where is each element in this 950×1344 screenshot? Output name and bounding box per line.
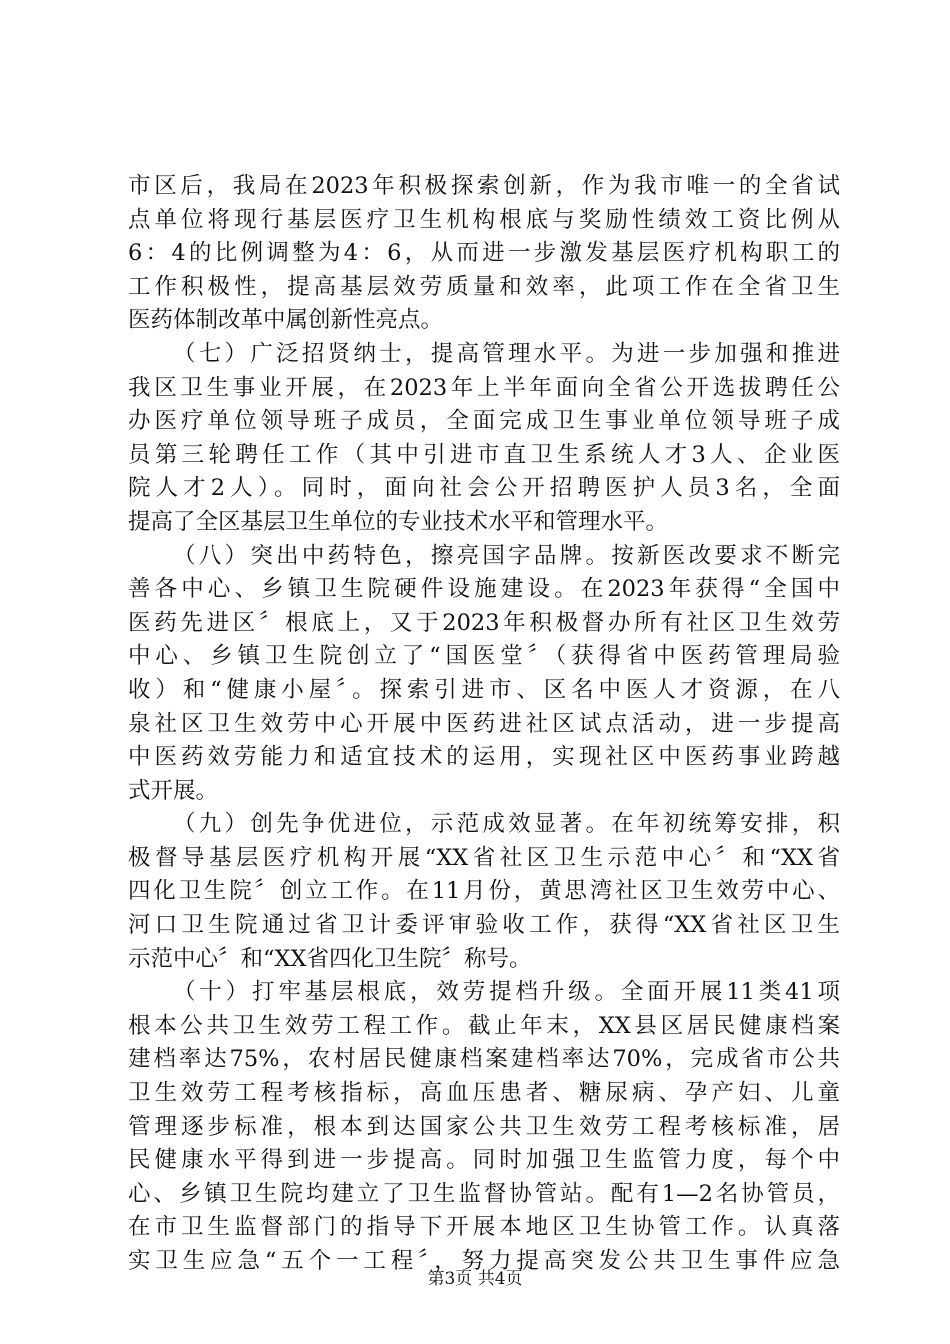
text-line: 卫生效劳工程考核指标，高血压患者、糖尿病、孕产妇、儿童 xyxy=(128,1080,840,1107)
text-line: 善各中心、乡镇卫生院硬件设施建设。在2023年获得“全国中 xyxy=(128,576,840,603)
text-line: 点单位将现行基层医疗卫生机构根底与奖励性绩效工资比例从 xyxy=(128,206,840,233)
text-line: 市区后，我局在2023年积极探索创新，作为我市唯一的全省试 xyxy=(128,173,840,199)
text-line: 示范中心〞和“XX省四化卫生院〞称号。 xyxy=(128,945,532,972)
text-line: 式开展。 xyxy=(128,777,219,804)
text-line: 根本公共卫生效劳工程工作。截止年末，XX县区居民健康档案 xyxy=(128,1012,840,1039)
text-line: 实卫生应急“五个一工程〞，努力提高突发公共卫生事件应急 xyxy=(128,1248,840,1274)
text-line: 医药体制改革中属创新性亮点。 xyxy=(128,307,444,334)
text-line: 四化卫生院〞创立工作。在11月份，黄思湾社区卫生效劳中心、 xyxy=(128,878,840,905)
text-line: 建档率达75%，农村居民健康档案建档率达70%，完成省市公共 xyxy=(128,1046,840,1073)
text-line: 医药先进区〞根底上，又于2023年积极督办所有社区卫生效劳 xyxy=(128,609,840,636)
text-line: （十）打牢基层根底，效劳提档升级。全面开展11类41项 xyxy=(173,979,840,1006)
text-line: 我区卫生事业开展，在2023年上半年面向全省公开选拔聘任公 xyxy=(128,374,840,401)
text-line: 中心、乡镇卫生院创立了“国医堂〞（获得省中医药管理局验 xyxy=(128,643,840,670)
text-line: （七）广泛招贤纳士，提高管理水平。为进一步加强和推进 xyxy=(173,340,840,367)
text-line: 提高了全区基层卫生单位的专业技术水平和管理水平。 xyxy=(128,508,669,535)
text-line: 民健康水平得到进一步提高。同时加强卫生监管力度，每个中 xyxy=(128,1147,840,1174)
text-line: 极督导基层医疗机构开展“XX省社区卫生示范中心〞和“XX省 xyxy=(128,844,840,871)
text-line: 管理逐步标准，根本到达国家公共卫生效劳工程考核标准，居 xyxy=(128,1113,840,1140)
text-line: 员第三轮聘任工作（其中引进市直卫生系统人才3人、企业医 xyxy=(128,441,840,468)
text-line: 河口卫生院通过省卫计委评审验收工作，获得“XX省社区卫生 xyxy=(128,912,840,939)
text-line: （九）创先争优进位，示范成效显著。在年初统筹安排，积 xyxy=(173,811,840,838)
text-line: 院人才2人）。同时，面向社会公开招聘医护人员3名，全面 xyxy=(128,475,840,502)
text-line: 心、乡镇卫生院均建立了卫生监督协管站。配有1—2名协管员， xyxy=(128,1180,840,1207)
text-line: 办医疗单位领导班子成员，全面完成卫生事业单位领导班子成 xyxy=(128,408,840,435)
text-line: 在市卫生监督部门的指导下开展本地区卫生协管工作。认真落 xyxy=(128,1214,840,1241)
text-line: 中医药效劳能力和适宜技术的运用，实现社区中医药事业跨越 xyxy=(128,744,840,771)
document-body xyxy=(128,170,840,1279)
text-line: 收）和“健康小屋〞。探索引进市、区名中医人才资源，在八 xyxy=(128,676,840,703)
page-footer: 第3页 共4页 xyxy=(427,1269,523,1289)
text-line: （八）突出中药特色，擦亮国字品牌。按新医改要求不断完 xyxy=(173,542,840,569)
text-line: 泉社区卫生效劳中心开展中医药进社区试点活动，进一步提高 xyxy=(128,710,840,737)
text-line: 6：4的比例调整为4：6，从而进一步激发基层医疗机构职工的 xyxy=(128,240,840,267)
text-line: 工作积极性，提高基层效劳质量和效率，此项工作在全省卫生 xyxy=(128,273,840,300)
